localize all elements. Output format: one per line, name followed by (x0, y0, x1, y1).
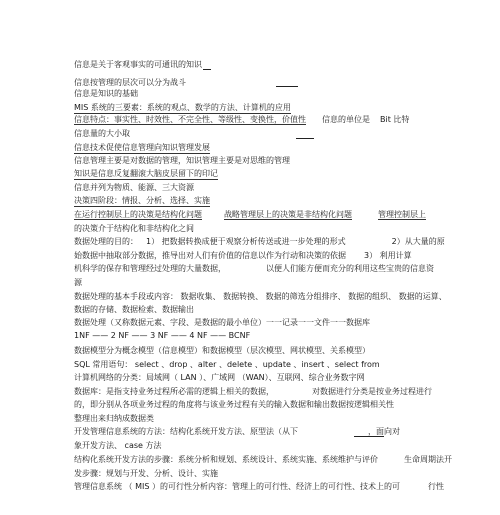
text-line (74, 210, 426, 220)
text-line: 数据的存储、数据检索、数据输出 (74, 305, 194, 314)
line-segment: 机科学的保存和管理经过处理的大量数据， (74, 264, 226, 273)
line-segment: 数据库：是指支持业务过程所必需的逻辑上相关的数据， (74, 387, 274, 396)
text-line: 信息是知识的基础 (74, 89, 138, 98)
text-line: 信息并列为物质、能源、三大资源 (74, 183, 194, 192)
line-segment: 行性 (427, 482, 444, 491)
text-line: 象开发方法、 case 方法 (74, 441, 162, 450)
line-segment: 结构化系统开发方法的步骤：系统分析和规划、系统设计、系统实施、系统维护与评价 (74, 455, 378, 464)
line-segment: 管理控制层上 (378, 210, 426, 219)
text-line: 信息技术促使信息管理向知识管理发展 (74, 143, 210, 152)
blank-underline (354, 436, 384, 437)
text-line: 计算机网络的分类：局域网（ LAN ）、广域网 （WAN）、互联网、综合业务数字网 (74, 373, 365, 382)
line-segment: 信息的单位是 (322, 115, 370, 124)
text-line: 知识是信息反复翻滚大脑皮层留下的印记 (74, 169, 218, 178)
text-line (74, 455, 452, 465)
line-segment: 战略管理层上的决策是非结构化问题 (224, 210, 352, 219)
line-segment: 3） 利用计算 (364, 251, 412, 260)
line-segment: 管理信息系统 （ MIS ）的可行性分析内容：管理上的可行性、经济上的可行性、技术上的可 (74, 482, 400, 491)
text-line: MIS 系统的三要素：系统的观点、数学的方法、计算机的应用 (74, 103, 291, 112)
text-line: 决策四阶段：情报、分析、选择、实施 (74, 196, 210, 205)
text-line: 信息是关于客观事实的可通讯的知识 (74, 60, 202, 69)
text-line (74, 115, 409, 125)
text-line: 的，即分别从各项业务过程的角度将与该业务过程有关的输入数据和输出数据按逻辑相关性 (74, 400, 394, 409)
text-line: 信息管理主要是对数据的管理，知识管理主要是对思维的管理 (74, 156, 290, 165)
blank-underline (276, 86, 298, 87)
text-line: 整理出来归纳成数据类 (74, 414, 154, 423)
text-line (74, 427, 400, 437)
text-line: 信息按管理的层次可以分为战斗 (74, 78, 186, 87)
line-segment: 2）从大量的原 (391, 237, 445, 246)
line-segment: 始数据中抽取部分数据，推导出对人们有价值的信息以作为行动和决策的依据 (74, 251, 346, 260)
text-line (74, 251, 412, 261)
line-segment: 1） 把数据转换成便于观察分析传送或进一步处理的形式 (146, 237, 346, 246)
text-line: SQL 常用语句： select 、drop 、alter 、delete 、update 、insert 、select from (74, 360, 380, 369)
blank-underline (203, 69, 211, 70)
line-segment: 数据处理的目的： (74, 237, 138, 246)
text-line: 数据处理的基本手段或内容： 数据收集、 数据转换、 数据的筛选分组排序、 数据的组织、 数据的运算、 (74, 292, 447, 301)
line-segment: 开发管理信息系统的方法：结构化系统开发方法、原型法（从下 (74, 427, 298, 436)
line-segment: 生命周期法开 (404, 455, 452, 464)
text-line: 的决策介于结构化和非结构化之间 (74, 224, 194, 233)
line-segment: 对数据进行分类是按业务过程进行 (312, 387, 432, 396)
text-line (74, 387, 432, 397)
blank-underline (296, 138, 314, 139)
line-segment: 以便人们能方便而充分的利用这些宝贵的信息资 (266, 264, 434, 273)
line-segment: 在运行控制层上的决策是结构化问题 (74, 210, 202, 219)
text-line (74, 237, 445, 247)
line-segment: 信息特点：事实性、时效性、不完全性、等级性、变换性，价值性 (74, 115, 306, 124)
line-segment: ，面向对 (368, 427, 400, 436)
text-line: 源 (74, 278, 82, 287)
text-line: 1NF —— 2 NF —— 3 NF —— 4 NF —— BCNF (74, 331, 251, 340)
text-line: 信息量的大小取 (74, 129, 130, 138)
text-line (74, 482, 444, 492)
text-line: 发步骤：规划与开发、分析、设计、实施 (74, 469, 218, 478)
text-line: 数据模型分为概念模型（信息模型）和数据模型（层次模型、网状模型、关系模型） (74, 346, 370, 355)
text-line (74, 264, 434, 274)
line-segment: Bit 比特 (380, 115, 410, 124)
text-line: 数据处理（又称数据元素、字段、是数据的最小单位）一一记录一一文件一一数据库 (74, 318, 370, 327)
